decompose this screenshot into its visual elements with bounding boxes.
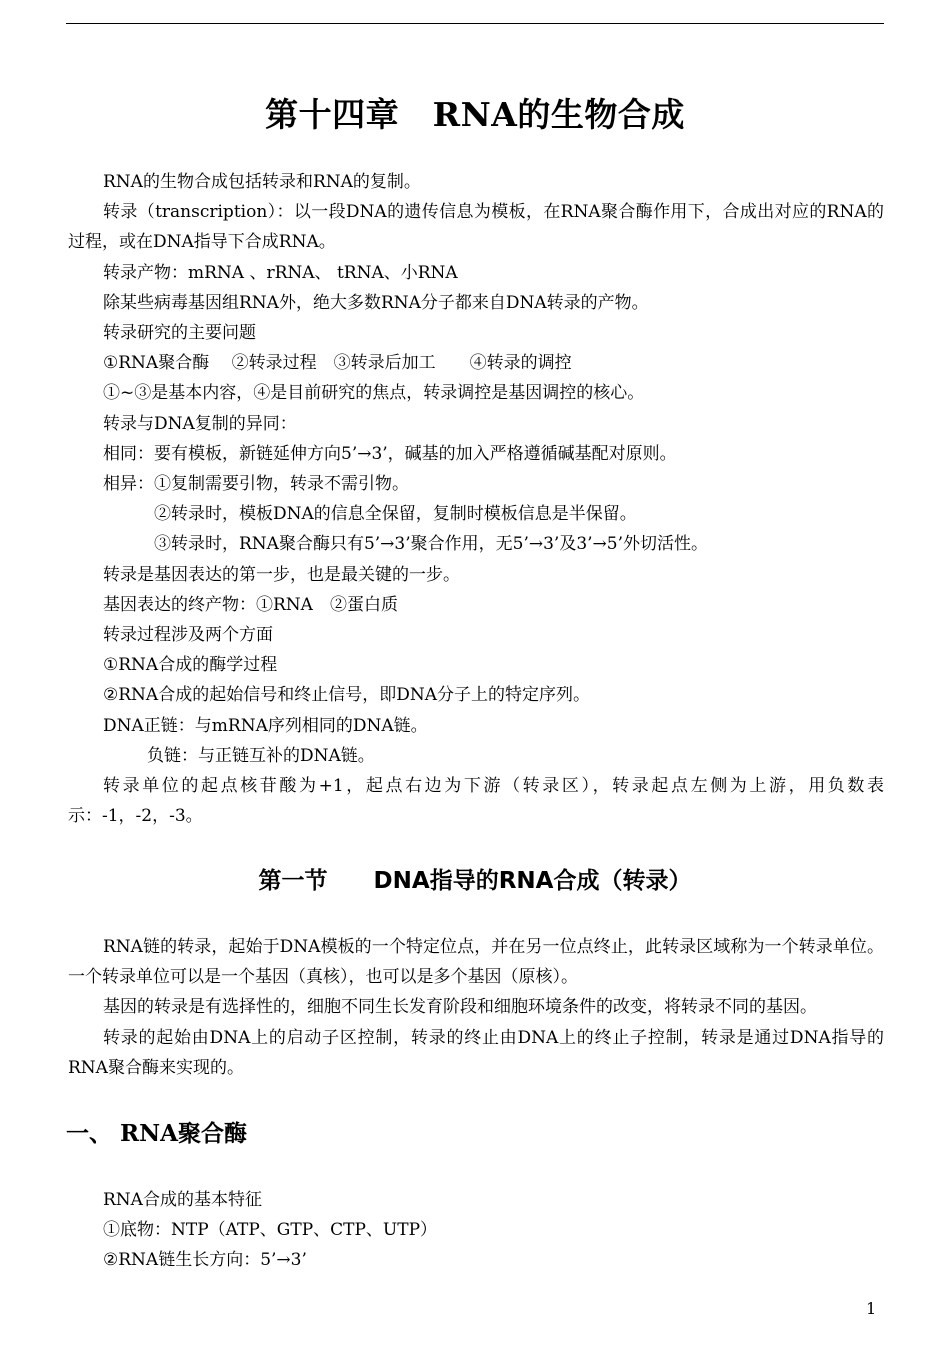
paragraph: 除某些病毒基因组RNA外，绝大多数RNA分子都来自DNA转录的产物。 xyxy=(103,292,649,313)
paragraph: 转录产物：mRNA 、rRNA、 tRNA、小RNA xyxy=(103,262,458,283)
paragraph: 基因表达的终产物：①RNA ②蛋白质 xyxy=(103,594,398,615)
paragraph: 转录单位的起点核苷酸为+1，起点右边为下游（转录区），转录起点左侧为上游，用负数表示：-1，-2，-3。 xyxy=(68,776,884,827)
intro-block xyxy=(68,167,884,831)
subsection1-block xyxy=(68,1185,884,1276)
paragraph: ①RNA合成的酶学过程 xyxy=(103,655,278,676)
paragraph: ①底物：NTP（ATP、GTP、CTP、UTP） xyxy=(103,1220,438,1241)
paragraph: ③转录时，RNA聚合酶只有5’→3’聚合作用，无5’→3’及3’→5’外切活性。 xyxy=(154,534,709,555)
paragraph: 转录过程涉及两个方面 xyxy=(103,625,273,646)
paragraph: ②RNA链生长方向：5’→3’ xyxy=(103,1250,307,1271)
section-title: 第一节 DNA指导的RNA合成（转录） xyxy=(258,868,692,894)
subsection-title: 一、 RNA聚合酶 xyxy=(66,1120,247,1147)
paragraph: DNA正链：与mRNA序列相同的DNA链。 xyxy=(103,715,428,736)
paragraph: 转录研究的主要问题 xyxy=(103,323,256,344)
paragraph: 相同：要有模板，新链延伸方向5’→3’，碱基的加入严格遵循碱基配对原则。 xyxy=(103,443,677,464)
paragraph: 负链：与正链互补的DNA链。 xyxy=(147,745,375,766)
paragraph: 转录是基因表达的第一步，也是最关键的一步。 xyxy=(103,564,460,585)
paragraph: ①~③是基本内容，④是目前研究的焦点，转录调控是基因调控的核心。 xyxy=(103,383,645,404)
paragraph: ①RNA聚合酶 ②转录过程 ③转录后加工 ④转录的调控 xyxy=(103,353,572,374)
paragraph: 转录与DNA复制的异同： xyxy=(103,413,297,434)
paragraph: RNA合成的基本特征 xyxy=(103,1190,262,1210)
paragraph: 相异：①复制需要引物，转录不需引物。 xyxy=(103,474,409,495)
chapter-title: 第十四章 RNA的生物合成 xyxy=(265,95,685,134)
paragraph: RNA链的转录，起始于DNA模板的一个特定位点，并在另一位点终止，此转录区域称为一个转录单位。一个转录单位可以是一个基因（真核），也可以是多个基因（原核）。 xyxy=(68,937,884,988)
paragraph: RNA的生物合成包括转录和RNA的复制。 xyxy=(103,172,421,192)
paragraph: ②RNA合成的起始信号和终止信号，即DNA分子上的特定序列。 xyxy=(103,685,590,706)
paragraph: 转录（transcription）：以一段DNA的遗传信息为模板，在RNA聚合酶作用下，合成出对应的RNA的过程，或在DNA指导下合成RNA。 xyxy=(68,202,884,253)
section1-block xyxy=(68,932,884,1083)
paragraph: 基因的转录是有选择性的，细胞不同生长发育阶段和细胞环境条件的改变，将转录不同的基因。 xyxy=(103,997,817,1018)
header-rule xyxy=(66,23,884,24)
paragraph: ②转录时，模板DNA的信息全保留，复制时模板信息是半保留。 xyxy=(154,504,637,525)
page-number: 1 xyxy=(866,1299,877,1318)
paragraph: 转录的起始由DNA上的启动子区控制，转录的终止由DNA上的终止子控制，转录是通过DNA指导的RNA聚合酶来实现的。 xyxy=(68,1027,884,1078)
